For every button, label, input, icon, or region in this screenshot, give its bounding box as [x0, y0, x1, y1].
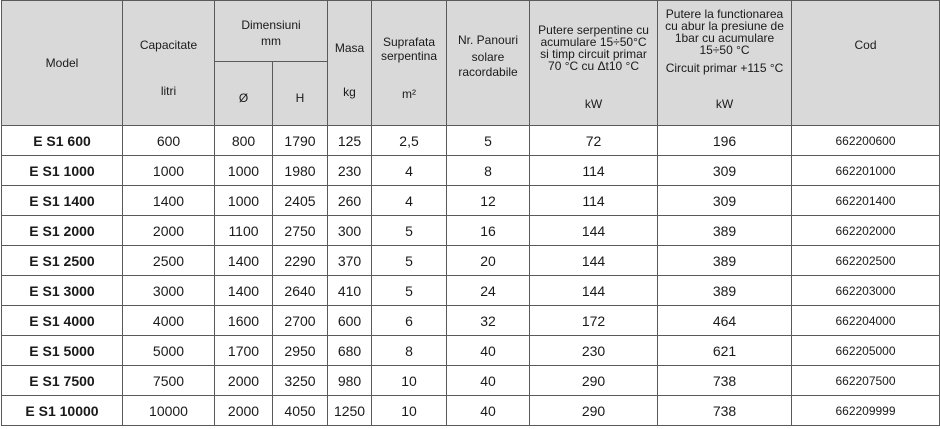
cell-diameter: 1700 [215, 336, 273, 366]
cell-code: 662200600 [792, 126, 940, 156]
cell-panels: 24 [447, 276, 530, 306]
cell-power2: 464 [658, 306, 792, 336]
header-power2-line4: 15÷50 °C [699, 43, 750, 57]
cell-diameter: 1000 [215, 156, 273, 186]
table-row [2, 336, 940, 366]
cell-mass: 410 [328, 276, 372, 306]
cell-capacity: 1000 [123, 156, 215, 186]
header-power2-line2: cu abur la presiune de [665, 19, 784, 33]
cell-code: 662209999 [792, 396, 940, 426]
header-mass-unit: kg [343, 85, 356, 99]
cell-power1: 72 [530, 126, 658, 156]
header-surface-line2: serpentina [380, 49, 438, 63]
cell-surface: 5 [372, 216, 447, 246]
table-body [2, 126, 940, 426]
header-power2 [658, 1, 792, 126]
cell-power1: 114 [530, 156, 658, 186]
cell-panels: 40 [447, 396, 530, 426]
table-row [2, 306, 940, 336]
header-panels-line2: solare [471, 50, 505, 64]
cell-height: 2290 [273, 246, 328, 276]
cell-mass: 370 [328, 246, 372, 276]
cell-surface: 2,5 [372, 126, 447, 156]
cell-capacity: 2000 [123, 216, 215, 246]
header-capacity [123, 1, 215, 126]
cell-panels: 32 [447, 306, 530, 336]
cell-surface: 5 [372, 276, 447, 306]
cell-mass: 230 [328, 156, 372, 186]
cell-power2: 389 [658, 276, 792, 306]
header-power2-line1: Putere la functionarea [665, 7, 784, 21]
cell-height: 3250 [273, 366, 328, 396]
cell-model: E S1 10000 [2, 396, 123, 426]
cell-capacity: 2500 [123, 246, 215, 276]
table-row [2, 156, 940, 186]
header-dimensions [215, 1, 328, 62]
table-row [2, 216, 940, 246]
cell-code: 662205000 [792, 336, 940, 366]
cell-power2: 389 [658, 246, 792, 276]
header-dimensions-label: Dimensiuni [241, 18, 301, 32]
header-power1-line2: acumulare 15÷50°C [540, 35, 647, 49]
cell-panels: 40 [447, 336, 530, 366]
table-row [2, 396, 940, 426]
cell-capacity: 3000 [123, 276, 215, 306]
cell-diameter: 1400 [215, 276, 273, 306]
cell-diameter: 800 [215, 126, 273, 156]
cell-panels: 20 [447, 246, 530, 276]
header-height: H [273, 62, 328, 126]
header-mass [328, 1, 372, 126]
cell-model: E S1 1400 [2, 186, 123, 216]
cell-power2: 196 [658, 126, 792, 156]
cell-height: 1790 [273, 126, 328, 156]
cell-code: 662203000 [792, 276, 940, 306]
cell-power2: 738 [658, 366, 792, 396]
header-power1-line1: Putere serpentine cu [538, 23, 649, 37]
header-panels-line1: Nr. Panouri [458, 33, 519, 47]
cell-diameter: 1000 [215, 186, 273, 216]
header-surface [372, 1, 447, 126]
cell-capacity: 1400 [123, 186, 215, 216]
cell-power1: 114 [530, 186, 658, 216]
cell-mass: 1250 [328, 396, 372, 426]
cell-height: 2405 [273, 186, 328, 216]
cell-power2: 389 [658, 216, 792, 246]
cell-power1: 290 [530, 396, 658, 426]
cell-surface: 10 [372, 396, 447, 426]
cell-surface: 5 [372, 246, 447, 276]
cell-diameter: 1100 [215, 216, 273, 246]
table-row [2, 366, 940, 396]
header-power1 [530, 1, 658, 126]
table-row [2, 276, 940, 306]
cell-code: 662202500 [792, 246, 940, 276]
cell-surface: 6 [372, 306, 447, 336]
header-panels-line3: racordabile [458, 65, 518, 79]
header-power1-line4: 70 °C cu Δt10 °C [548, 59, 639, 73]
header-power2-line3: 1bar cu acumulare [674, 31, 775, 45]
header-mass-label: Masa [334, 41, 365, 55]
header-surface-unit: m² [402, 87, 417, 101]
cell-height: 2640 [273, 276, 328, 306]
cell-capacity: 4000 [123, 306, 215, 336]
cell-capacity: 600 [123, 126, 215, 156]
header-panels [447, 1, 530, 126]
cell-mass: 680 [328, 336, 372, 366]
cell-diameter: 2000 [215, 366, 273, 396]
cell-power1: 172 [530, 306, 658, 336]
cell-surface: 4 [372, 186, 447, 216]
cell-height: 2750 [273, 216, 328, 246]
header-power2-line5: Circuit primar +115 °C [665, 61, 784, 75]
cell-capacity: 5000 [123, 336, 215, 366]
cell-model: E S1 2000 [2, 216, 123, 246]
cell-power2: 309 [658, 186, 792, 216]
cell-height: 4050 [273, 396, 328, 426]
cell-height: 1980 [273, 156, 328, 186]
cell-diameter: 1600 [215, 306, 273, 336]
header-capacity-label: Capacitate [139, 38, 198, 52]
cell-model: E S1 7500 [2, 366, 123, 396]
header-power2-unit: kW [715, 97, 734, 111]
header-diameter: Ø [215, 62, 273, 126]
cell-panels: 16 [447, 216, 530, 246]
cell-mass: 600 [328, 306, 372, 336]
cell-model: E S1 1000 [2, 156, 123, 186]
table-row [2, 246, 940, 276]
header-code: Cod [792, 1, 940, 126]
header-power1-unit: kW [584, 97, 603, 111]
cell-panels: 12 [447, 186, 530, 216]
cell-power2: 621 [658, 336, 792, 366]
cell-model: E S1 5000 [2, 336, 123, 366]
cell-code: 662201400 [792, 186, 940, 216]
cell-model: E S1 3000 [2, 276, 123, 306]
cell-code: 662201000 [792, 156, 940, 186]
cell-panels: 5 [447, 126, 530, 156]
cell-power2: 738 [658, 396, 792, 426]
cell-mass: 980 [328, 366, 372, 396]
cell-surface: 10 [372, 366, 447, 396]
cell-height: 2950 [273, 336, 328, 366]
cell-panels: 40 [447, 366, 530, 396]
product-spec-table [1, 0, 940, 426]
table-row [2, 126, 940, 156]
cell-mass: 260 [328, 186, 372, 216]
cell-mass: 300 [328, 216, 372, 246]
cell-diameter: 1400 [215, 246, 273, 276]
cell-power1: 144 [530, 216, 658, 246]
cell-code: 662207500 [792, 366, 940, 396]
header-surface-line1: Suprafata [382, 35, 436, 49]
cell-capacity: 7500 [123, 366, 215, 396]
table-row [2, 186, 940, 216]
cell-power2: 309 [658, 156, 792, 186]
header-capacity-unit: litri [160, 84, 177, 98]
cell-surface: 8 [372, 336, 447, 366]
cell-surface: 4 [372, 156, 447, 186]
header-model: Model [2, 1, 123, 126]
cell-height: 2700 [273, 306, 328, 336]
cell-capacity: 10000 [123, 396, 215, 426]
header-dimensions-unit: mm [261, 34, 281, 48]
cell-power1: 230 [530, 336, 658, 366]
cell-code: 662204000 [792, 306, 940, 336]
cell-mass: 125 [328, 126, 372, 156]
cell-diameter: 2000 [215, 396, 273, 426]
cell-code: 662202000 [792, 216, 940, 246]
cell-model: E S1 600 [2, 126, 123, 156]
cell-power1: 144 [530, 276, 658, 306]
cell-panels: 8 [447, 156, 530, 186]
cell-model: E S1 2500 [2, 246, 123, 276]
cell-model: E S1 4000 [2, 306, 123, 336]
table-header [2, 1, 940, 126]
cell-power1: 144 [530, 246, 658, 276]
header-power1-line3: si timp circuit primar [540, 47, 647, 61]
cell-power1: 290 [530, 366, 658, 396]
